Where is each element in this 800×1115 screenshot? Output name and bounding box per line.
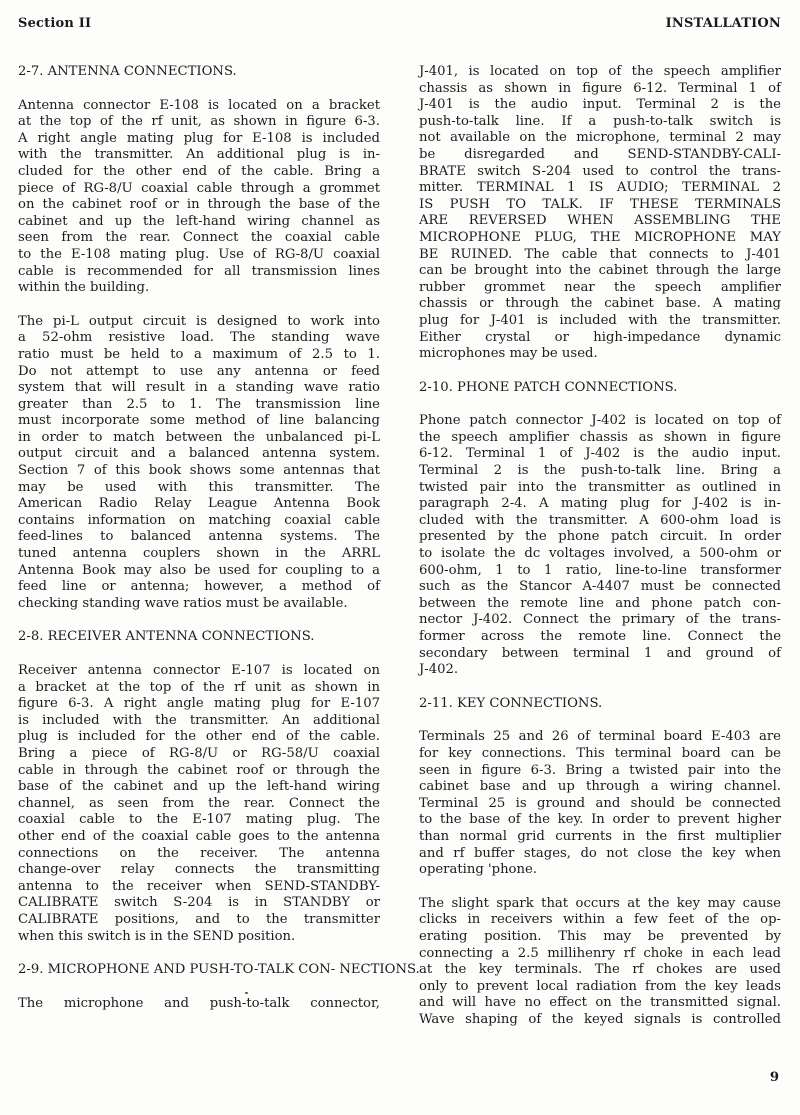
text-line: 600-ohm, 1 to 1 ratio, line-to-line transformer (419, 562, 781, 578)
text-line: Terminals 25 and 26 of terminal board E-403 are (419, 729, 781, 745)
text-line: mitter. TERMINAL 1 IS AUDIO; TERMINAL 2 (419, 180, 781, 196)
text-line: push-to-talk line. If a push-to-talk switch is (419, 113, 781, 129)
text-line: base of the cabinet and up the left-hand wiring (18, 779, 380, 795)
page-number: 9 (769, 1070, 779, 1085)
text-line: Antenna Book may also be used for coupling to a (18, 562, 380, 578)
text-line: with the transmitter. An additional plug is in- (18, 147, 380, 163)
text-line: to isolate the dc voltages involved, a 500-ohm or (419, 546, 781, 562)
text-line: ARE REVERSED WHEN ASSEMBLING THE (419, 213, 781, 229)
text-line: CALIBRATE positions, and to the transmitter (18, 911, 380, 927)
text-line: secondary between terminal 1 and ground of (419, 645, 781, 661)
text-line: erating position. This may be prevented by (419, 928, 781, 944)
text-line: such as the Stancor A-4407 must be connected (419, 579, 781, 595)
paragraph (18, 98, 380, 297)
paragraph (419, 896, 781, 1029)
text-line: contains information on matching coaxial cable (18, 512, 380, 528)
text-line: Receiver antenna connector E-107 is located on (18, 663, 380, 678)
text-line: nector J-402. Connect the primary of the trans- (419, 612, 781, 628)
text-line: clicks in receivers within a few feet of the op- (419, 912, 781, 928)
paragraph (18, 314, 380, 613)
text-line: can be brought into the cabinet through the large (419, 263, 781, 279)
text-line: feed-lines to balanced antenna systems. The (18, 529, 380, 545)
text-line: former across the remote line. Connect the (419, 629, 781, 644)
running-head-title: INSTALLATION (665, 16, 781, 31)
section-heading: 2-11. KEY CONNECTIONS. (419, 695, 603, 711)
text-line: American Radio Relay League Antenna Book (18, 496, 380, 512)
text-line: chassis or through the cabinet base. A mating (419, 296, 781, 312)
text-line: cluded with the transmitter. A 600-ohm load is (419, 512, 781, 528)
text-line: Section 7 of this book shows some antennas that (18, 463, 380, 479)
text-line: and will have no effect on the transmitted signal. (419, 995, 781, 1011)
text-line: connecting a 2.5 millihenry rf choke in each lead (419, 945, 781, 961)
text-line: be disregarded and SEND-STANDBY-CALI- (419, 146, 781, 162)
text-line: within the building. (18, 280, 150, 296)
paragraph (18, 996, 380, 1013)
text-line: cluded for the other end of the cable. Bring a (18, 163, 380, 179)
right-column (419, 64, 781, 1045)
text-line: is included with the transmitter. An additional (18, 712, 380, 728)
text-line: rubber grommet near the speech amplifier (419, 279, 781, 295)
text-line: feed line or antenna; however, a method of (18, 579, 380, 595)
text-line: at the key terminals. The rf chokes are used (419, 962, 781, 978)
text-line: figure 6-3. A right angle mating plug for E-107 (18, 696, 380, 712)
text-line: to the E-108 mating plug. Use of RG-8/U coaxial (18, 246, 380, 262)
paragraph (18, 663, 380, 945)
text-line: system that will result in a standing wave ratio (18, 380, 380, 396)
text-line: change-over relay connects the transmitting (18, 862, 380, 878)
text-line: BE RUINED. The cable that connects to J-401 (419, 246, 781, 262)
text-line: Wave shaping of the keyed signals is controlled (419, 1011, 781, 1027)
text-line: cabinet and up the left-hand wiring channel as (18, 213, 380, 229)
text-line: 6-12. Terminal 1 of J-402 is the audio input. (419, 446, 781, 462)
text-line: IS PUSH TO TALK. IF THESE TERMINALS (419, 196, 781, 212)
text-line: in order to match between the unbalanced pi-L (18, 429, 380, 445)
text-line: may be used with this transmitter. The (18, 479, 380, 495)
paragraph (419, 413, 781, 679)
text-line: The pi-L output circuit is designed to work into (18, 313, 380, 329)
text-line: microphones may be used. (419, 346, 598, 362)
text-line: the speech amplifier chassis as shown in figure (419, 429, 781, 445)
text-line: for key connections. This terminal board can be (419, 745, 781, 761)
text-line: must incorporate some method of line balancing (18, 413, 380, 429)
text-line: coaxial cable to the E-107 mating plug. The (18, 812, 380, 828)
section-heading: 2-9. MICROPHONE AND PUSH-TO-TALK CON- NECTIONS. (18, 962, 420, 978)
text-line: A right angle mating plug for E-108 is included (18, 130, 380, 146)
text-line: J-401 is the audio input. Terminal 2 is the (419, 97, 781, 113)
text-line: checking standing wave ratios must be available. (18, 595, 348, 611)
text-line: Terminal 2 is the push-to-talk line. Bring a (419, 463, 781, 479)
text-line: paragraph 2-4. A mating plug for J-402 is in- (419, 496, 781, 512)
text-line: The slight spark that occurs at the key may cause (419, 895, 781, 911)
text-line: plug for J-401 is included with the transmitter. (419, 312, 781, 328)
text-line: connections on the receiver. The antenna (18, 845, 380, 861)
text-line: plug is included for the other end of the cable. (18, 729, 380, 745)
text-line: antenna to the receiver when SEND-STANDBY- (18, 878, 380, 894)
text-line: ratio must be held to a maximum of 2.5 to 1. (18, 346, 380, 362)
text-line: Antenna connector E-108 is located on a bracket (18, 97, 380, 113)
text-line: presented by the phone patch circuit. In order (419, 529, 781, 545)
text-line: tuned antenna couplers shown in the ARRL (18, 546, 380, 562)
text-line: Terminal 25 is ground and should be connected (419, 795, 781, 811)
text-line: not available on the microphone, terminal 2 may (419, 130, 781, 146)
text-line: and rf buffer stages, do not close the key when (419, 845, 781, 861)
scan-speck (245, 992, 248, 994)
text-line: other end of the coaxial cable goes to the antenna (18, 828, 380, 844)
text-line: cable in through the cabinet roof or through the (18, 762, 380, 778)
text-line: than normal grid currents in the first multiplier (419, 828, 781, 844)
text-line: J-402. (419, 662, 459, 678)
text-line: output circuit and a balanced antenna system. (18, 446, 380, 462)
text-line: cabinet base and up through a wiring channel. (419, 779, 781, 795)
text-line: piece of RG-8/U coaxial cable through a grommet (18, 180, 380, 196)
running-head-section: Section II (18, 16, 92, 31)
text-line: CALIBRATE switch S-204 is in STANDBY or (18, 895, 380, 911)
left-column (18, 64, 420, 1029)
section-heading: 2-10. PHONE PATCH CONNECTIONS. (419, 379, 678, 395)
text-line: only to prevent local radiation from the key leads (419, 978, 781, 994)
text-line: Do not attempt to use any antenna or feed (18, 363, 380, 379)
text-line: seen in figure 6-3. Bring a twisted pair into the (419, 762, 781, 778)
text-line: operating 'phone. (419, 862, 537, 878)
text-line: when this switch is in the SEND position. (18, 928, 296, 944)
text-line: Bring a piece of RG-8/U or RG-58/U coaxial (18, 745, 380, 761)
text-line: The microphone and push-to-talk connector, (18, 995, 380, 1011)
paragraph (419, 729, 781, 878)
text-line: BRATE switch S-204 used to control the trans- (419, 163, 781, 179)
text-line: between the remote line and phone patch con- (419, 595, 781, 611)
text-line: seen from the rear. Connect the coaxial cable (18, 230, 380, 246)
text-line: cable is recommended for all transmission lines (18, 263, 380, 279)
text-line: Phone patch connector J-402 is located on top of (419, 413, 781, 429)
text-line: at the top of the rf unit, as shown in figure 6-3. (18, 114, 380, 130)
text-line: J-401, is located on top of the speech amplifier (419, 64, 781, 79)
text-line: Either crystal or high-impedance dynamic (419, 329, 781, 345)
text-line: greater than 2.5 to 1. The transmission line (18, 396, 380, 412)
paragraph (419, 64, 781, 363)
section-heading: 2-8. RECEIVER ANTENNA CONNECTIONS. (18, 629, 315, 645)
text-line: MICROPHONE PLUG, THE MICROPHONE MAY (419, 229, 781, 245)
text-line: channel, as seen from the rear. Connect the (18, 795, 380, 811)
section-heading: 2-7. ANTENNA CONNECTIONS. (18, 64, 237, 79)
text-line: on the cabinet roof or in through the base of the (18, 197, 380, 213)
text-line: to the base of the key. In order to prevent higher (419, 812, 781, 828)
text-line: twisted pair into the transmitter as outlined in (419, 479, 781, 495)
text-line: chassis as shown in figure 6-12. Terminal 1 of (419, 80, 781, 96)
text-line: a 52-ohm resistive load. The standing wave (18, 330, 380, 346)
text-line: a bracket at the top of the rf unit as shown in (18, 679, 380, 695)
